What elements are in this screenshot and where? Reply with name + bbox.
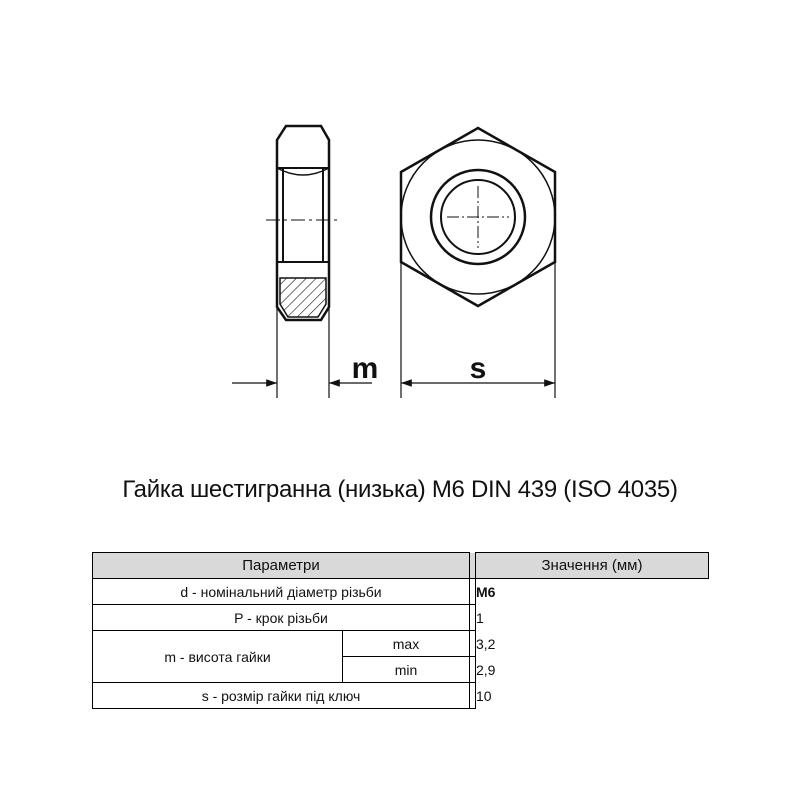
dimension-m-label: m [351, 352, 379, 385]
header-values: Значення (мм) [476, 553, 709, 579]
section-hatch [280, 278, 326, 317]
table-row [93, 579, 709, 605]
row-label: d - номінальний діаметр різьби [93, 579, 470, 605]
row-value: 10 [470, 683, 476, 709]
table-row [93, 631, 709, 657]
row-value: 1 [470, 605, 476, 631]
table-row [93, 605, 709, 631]
table-header-row [93, 553, 709, 579]
row-value-max: 3,2 [470, 631, 476, 657]
row-label: s - розмір гайки під ключ [93, 683, 470, 709]
row-sublabel-min: min [343, 657, 470, 683]
nut-front-view [401, 128, 555, 306]
row-value: M6 [470, 579, 476, 605]
row-label: m - висота гайки [93, 631, 343, 683]
row-label: P - крок різьби [93, 605, 470, 631]
table-row [93, 683, 709, 709]
product-title: Гайка шестигранна (низька) M6 DIN 439 (ISO 4035) [122, 476, 678, 503]
nut-side-view [266, 126, 340, 320]
row-value-min: 2,9 [470, 657, 476, 683]
dimension-s-label: s [469, 352, 487, 385]
spec-table [92, 552, 709, 709]
header-parameters: Параметри [93, 553, 470, 579]
row-sublabel-max: max [343, 631, 470, 657]
